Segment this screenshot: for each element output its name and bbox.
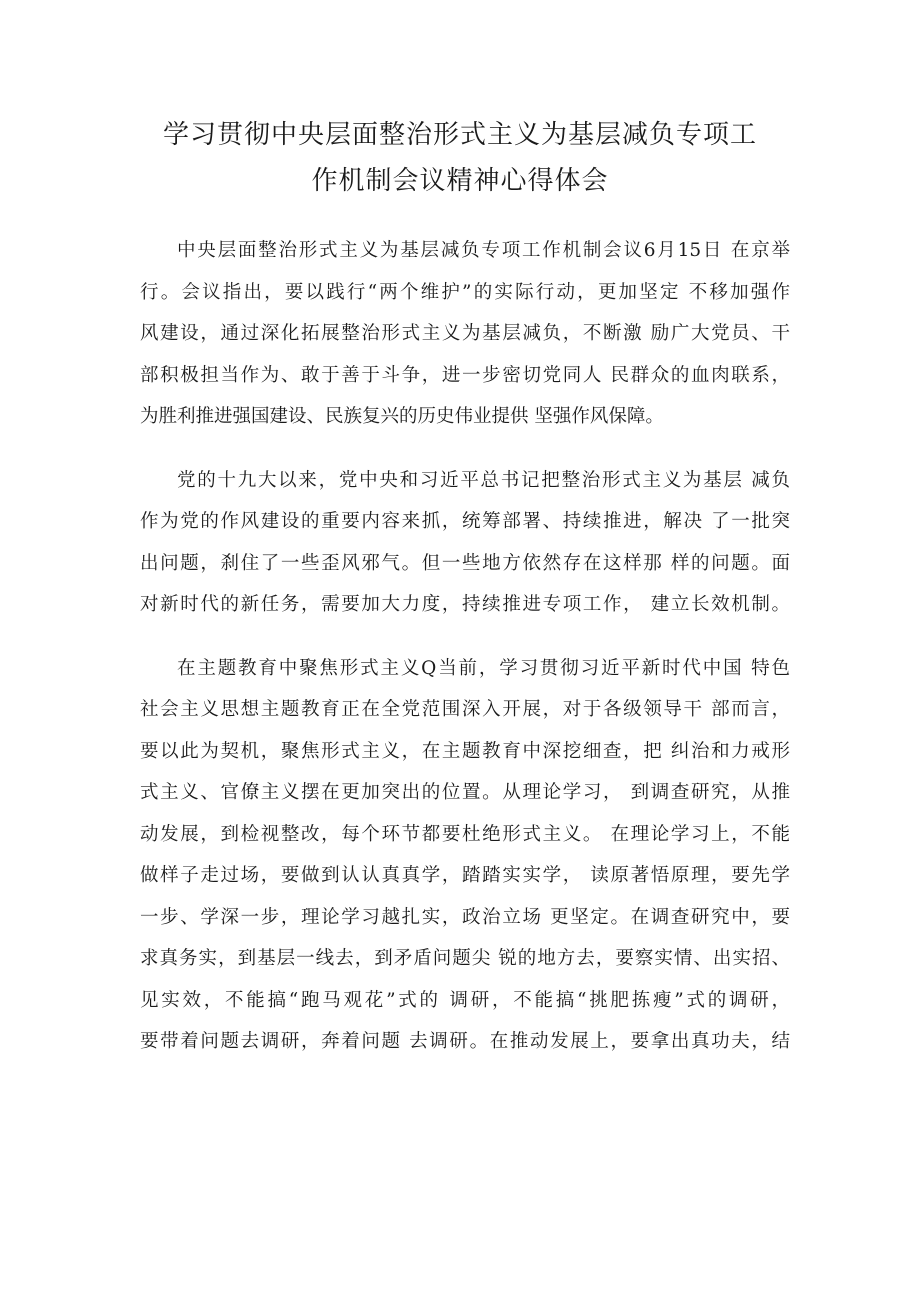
- text-line: 要带着问题去调研，奔着问题 去调研。在推动发展上，要拿出真功夫，结: [140, 1031, 790, 1052]
- text-line: 一步、学深一步，理论学习越扎实，政治立场 更坚定。在调查研究中，要: [140, 906, 790, 928]
- text-line: 社会主义思想主题教育正在全党范围深入开展，对于各级领导干 部而言，: [140, 699, 790, 720]
- text-line: 做样子走过场，要做到认认真真学，踏踏实实学， 读原著悟原理，要先学: [140, 865, 790, 886]
- text-line: 动发展，到检视整改，每个环节都要杜绝形式主义。 在理论学习上，不能: [140, 823, 790, 845]
- text-line: 部积极担当作为、敢于善于斗争，进一步密切党同人 民群众的血肉联系，: [140, 364, 790, 386]
- text-line: 行。会议指出，要以践行“两个维护”的实际行动，更加坚定 不移加强作: [140, 281, 790, 303]
- paragraph: [140, 648, 790, 1063]
- document-title: [120, 112, 800, 204]
- text-line: 作为党的作风建设的重要内容来抓，统筹部署、持续推进，解决 了一批突: [140, 511, 790, 532]
- title-line: 学习贯彻中央层面整治形式主义为基层减负专项工: [162, 120, 757, 150]
- document-body: [140, 230, 790, 1085]
- text-line: 中央层面整治形式主义为基层减负专项工作机制会议6月15日 在京举: [177, 240, 790, 261]
- text-line: 风建设，通过深化拓展整治形式主义为基层减负，不断激 励广大党员、干: [140, 323, 790, 344]
- text-line: 求真务实，到基层一线去，到矛盾问题尖 锐的地方去，要察实情、出实招、: [140, 948, 790, 969]
- paragraph: [140, 230, 790, 438]
- text-line: 为胜利推进强国建设、民族复兴的历史伟业提供 坚强作风保障。: [140, 406, 664, 427]
- title-line: 作机制会议精神心得体会: [311, 166, 609, 196]
- text-line: 在主题教育中聚焦形式主义Q当前，学习贯彻习近平新时代中国 特色: [177, 657, 790, 679]
- text-line: 对新时代的新任务，需要加大力度，持续推进专项工作， 建立长效机制。: [140, 594, 790, 615]
- text-line: 出问题，刹住了一些歪风邪气。但一些地方依然存在这样那 样的问题。面: [140, 552, 790, 574]
- paragraph: [140, 460, 790, 626]
- text-line: 要以此为契机，聚焦形式主义，在主题教育中深挖细查，把 纠治和力戒形: [140, 740, 790, 762]
- text-line: 党的十九大以来，党中央和习近平总书记把整治形式主义为基层 减负: [177, 469, 790, 491]
- text-line: 见实效，不能搞“跑马观花”式的 调研，不能搞“挑肥拣瘦”式的调研，: [140, 989, 790, 1011]
- text-line: 式主义、官僚主义摆在更加突出的位置。从理论学习， 到调查研究，从推: [140, 782, 790, 803]
